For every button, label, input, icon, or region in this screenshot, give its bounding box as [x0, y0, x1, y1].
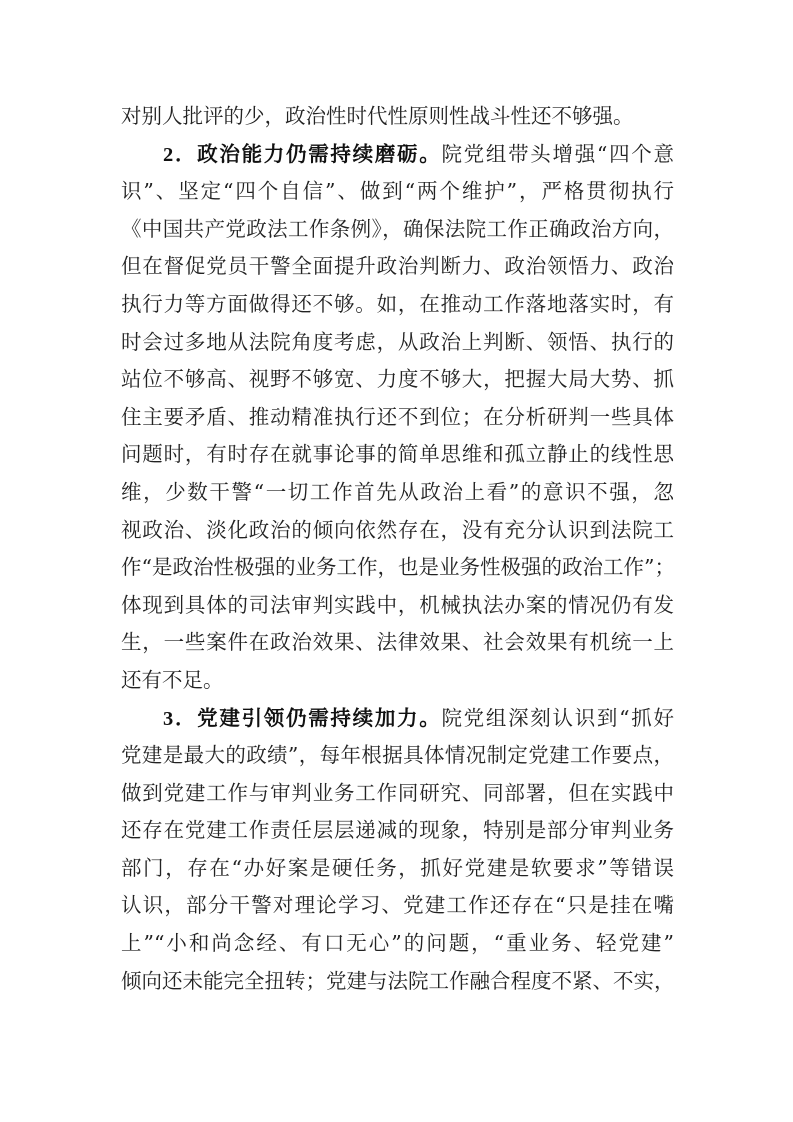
section-text: 院党组带头增强“四个意: [441, 141, 675, 166]
text-line: 《中国共产党政法工作条例》，确保法院工作正确政治方向，: [121, 216, 674, 241]
text-line: 时会过多地从法院角度考虑，从政治上判断、领悟、执行的: [121, 329, 674, 354]
text-line: 还存在党建工作责任层层递减的现象，特别是部分审判业务: [121, 818, 674, 843]
text-line: 体现到具体的司法审判实践中，机械执法办案的情况仍有发: [121, 592, 674, 617]
text-line: 住主要矛盾、推动精准执行还不到位；在分析研判一些具体: [121, 404, 674, 429]
text-line: 对别人批评的少，政治性时代性原则性战斗性还不够强。: [121, 104, 634, 128]
text-line: 视政治、淡化政治的倾向依然存在，没有充分认识到法院工: [121, 517, 674, 542]
section-heading: 党建引领仍需持续加力。: [197, 705, 442, 730]
text-line: 站位不够高、视野不够宽、力度不够大，把握大局大势、抓: [121, 367, 674, 392]
text-line: 做到党建工作与审判业务工作同研究、同部署，但在实践中: [121, 780, 674, 805]
text-line: 还有不足。: [121, 667, 224, 692]
text-line: 生，一些案件在政治效果、法律效果、社会效果有机统一上: [121, 630, 674, 655]
text-line: 问题时，有时存在就事论事的简单思维和孤立静止的线性思: [121, 442, 674, 467]
section-text: 院党组深刻认识到“抓好: [441, 705, 675, 730]
text-line: 部门，存在“办好案是硬任务，抓好党建是软要求”等错误: [121, 855, 674, 880]
text-line: 倾向还未能完全扭转；党建与法院工作融合程度不紧、不实，: [121, 968, 675, 993]
section-heading: 政治能力仍需持续磨砺。: [197, 141, 442, 166]
text-line: 上”“小和尚念经、有口无心”的问题，“重业务、轻党建”: [121, 931, 674, 956]
section-heading-line: [121, 700, 674, 738]
section-number: 3．: [163, 707, 198, 730]
text-line: 维，少数干警“一切工作首先从政治上看”的意识不强，忽: [121, 479, 674, 504]
text-line: 党建是最大的政绩”，每年根据具体情况制定党建工作要点，: [121, 743, 674, 768]
text-line: 认识，部分干警对理论学习、党建工作还存在“只是挂在嘴: [121, 893, 674, 918]
text-line: 作“是政治性极强的业务工作，也是业务性极强的政治工作”；: [121, 555, 675, 580]
text-line: 但在督促党员干警全面提升政治判断力、政治领悟力、政治: [121, 254, 674, 279]
text-line: 执行力等方面做得还不够。如，在推动工作落地落实时，有: [121, 291, 674, 316]
text-line: 识”、坚定“四个自信”、做到“两个维护”，严格贯彻执行: [121, 179, 674, 204]
section-heading-line: [121, 136, 674, 174]
section-number: 2．: [163, 143, 198, 166]
document-page: [121, 98, 674, 1000]
